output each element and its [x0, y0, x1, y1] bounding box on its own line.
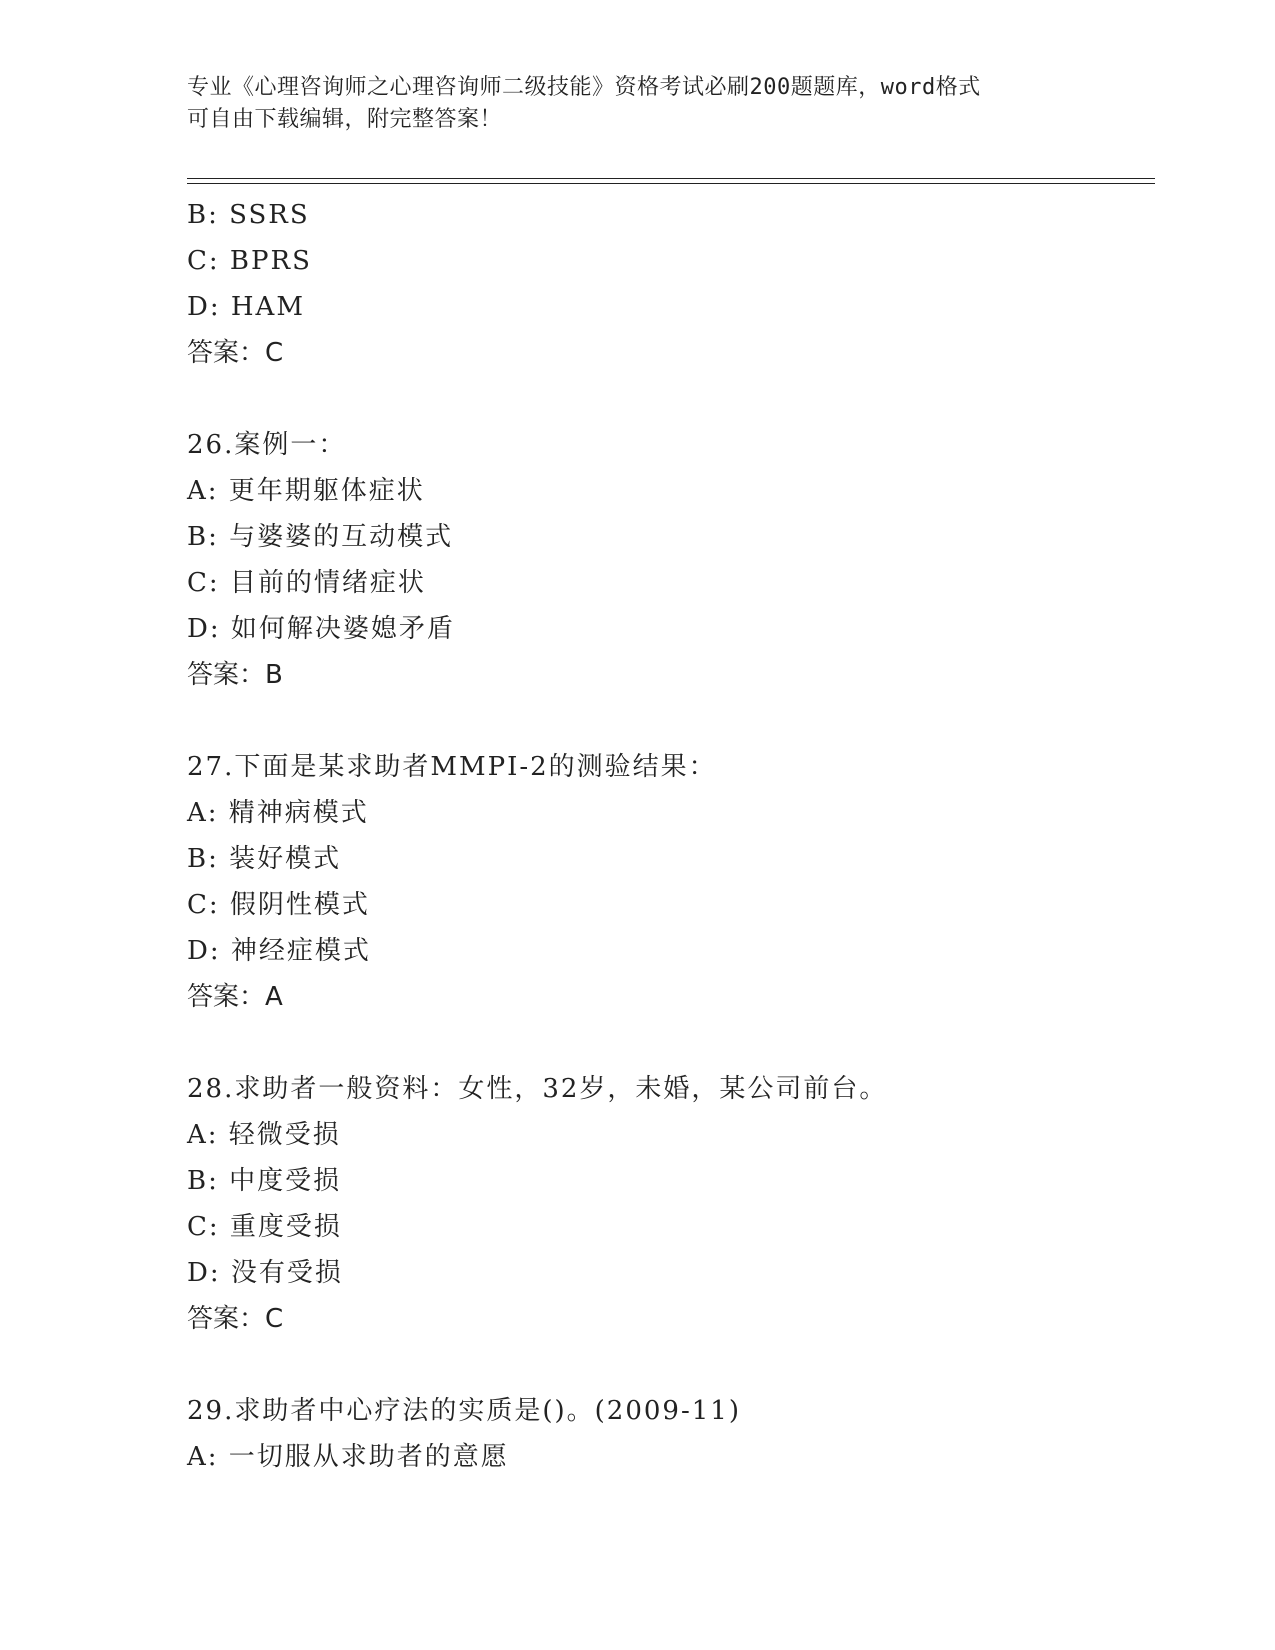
option-c: C: BPRS [187, 246, 312, 276]
option-d: D: 如何解决婆媳矛盾 [187, 614, 455, 644]
option-a: A: 一切服从求助者的意愿 [187, 1442, 509, 1472]
answer: 答案：C [187, 1304, 284, 1334]
answer: 答案：A [187, 982, 283, 1012]
option-c: C: 目前的情绪症状 [187, 568, 426, 598]
option-b: B: 中度受损 [187, 1166, 342, 1196]
question-26 [187, 422, 1155, 698]
question-27 [187, 744, 1155, 1020]
question-25 [187, 192, 1155, 376]
question-stem: 26.案例一： [187, 430, 347, 460]
question-stem: 29.求助者中心疗法的实质是()。(2009-11) [187, 1396, 741, 1426]
question-stem: 28.求助者一般资料：女性，32岁，未婚，某公司前台。 [187, 1074, 888, 1104]
header-line-2: 可自由下载编辑，附完整答案！ [187, 107, 503, 132]
question-list [187, 192, 1155, 1480]
header-line-1: 专业《心理咨询师之心理咨询师二级技能》资格考试必刷200题题库，word格式 [187, 75, 981, 100]
option-b: B: 装好模式 [187, 844, 342, 874]
option-a: A: 轻微受损 [187, 1120, 341, 1150]
option-d: D: 没有受损 [187, 1258, 343, 1288]
document-header [187, 72, 1067, 136]
answer: 答案：B [187, 660, 283, 690]
option-d: D: 神经症模式 [187, 936, 371, 966]
option-a: A: 更年期躯体症状 [187, 476, 425, 506]
question-stem: 27.下面是某求助者MMPI-2的测验结果： [187, 752, 717, 782]
option-c: C: 假阴性模式 [187, 890, 370, 920]
question-29 [187, 1388, 1155, 1480]
question-28 [187, 1066, 1155, 1342]
option-b: B: SSRS [187, 200, 310, 230]
option-d: D: HAM [187, 292, 305, 322]
header-divider-bottom [187, 183, 1155, 184]
header-divider-top [187, 178, 1155, 179]
option-b: B: 与婆婆的互动模式 [187, 522, 454, 552]
option-c: C: 重度受损 [187, 1212, 342, 1242]
answer: 答案：C [187, 338, 284, 368]
option-a: A: 精神病模式 [187, 798, 369, 828]
